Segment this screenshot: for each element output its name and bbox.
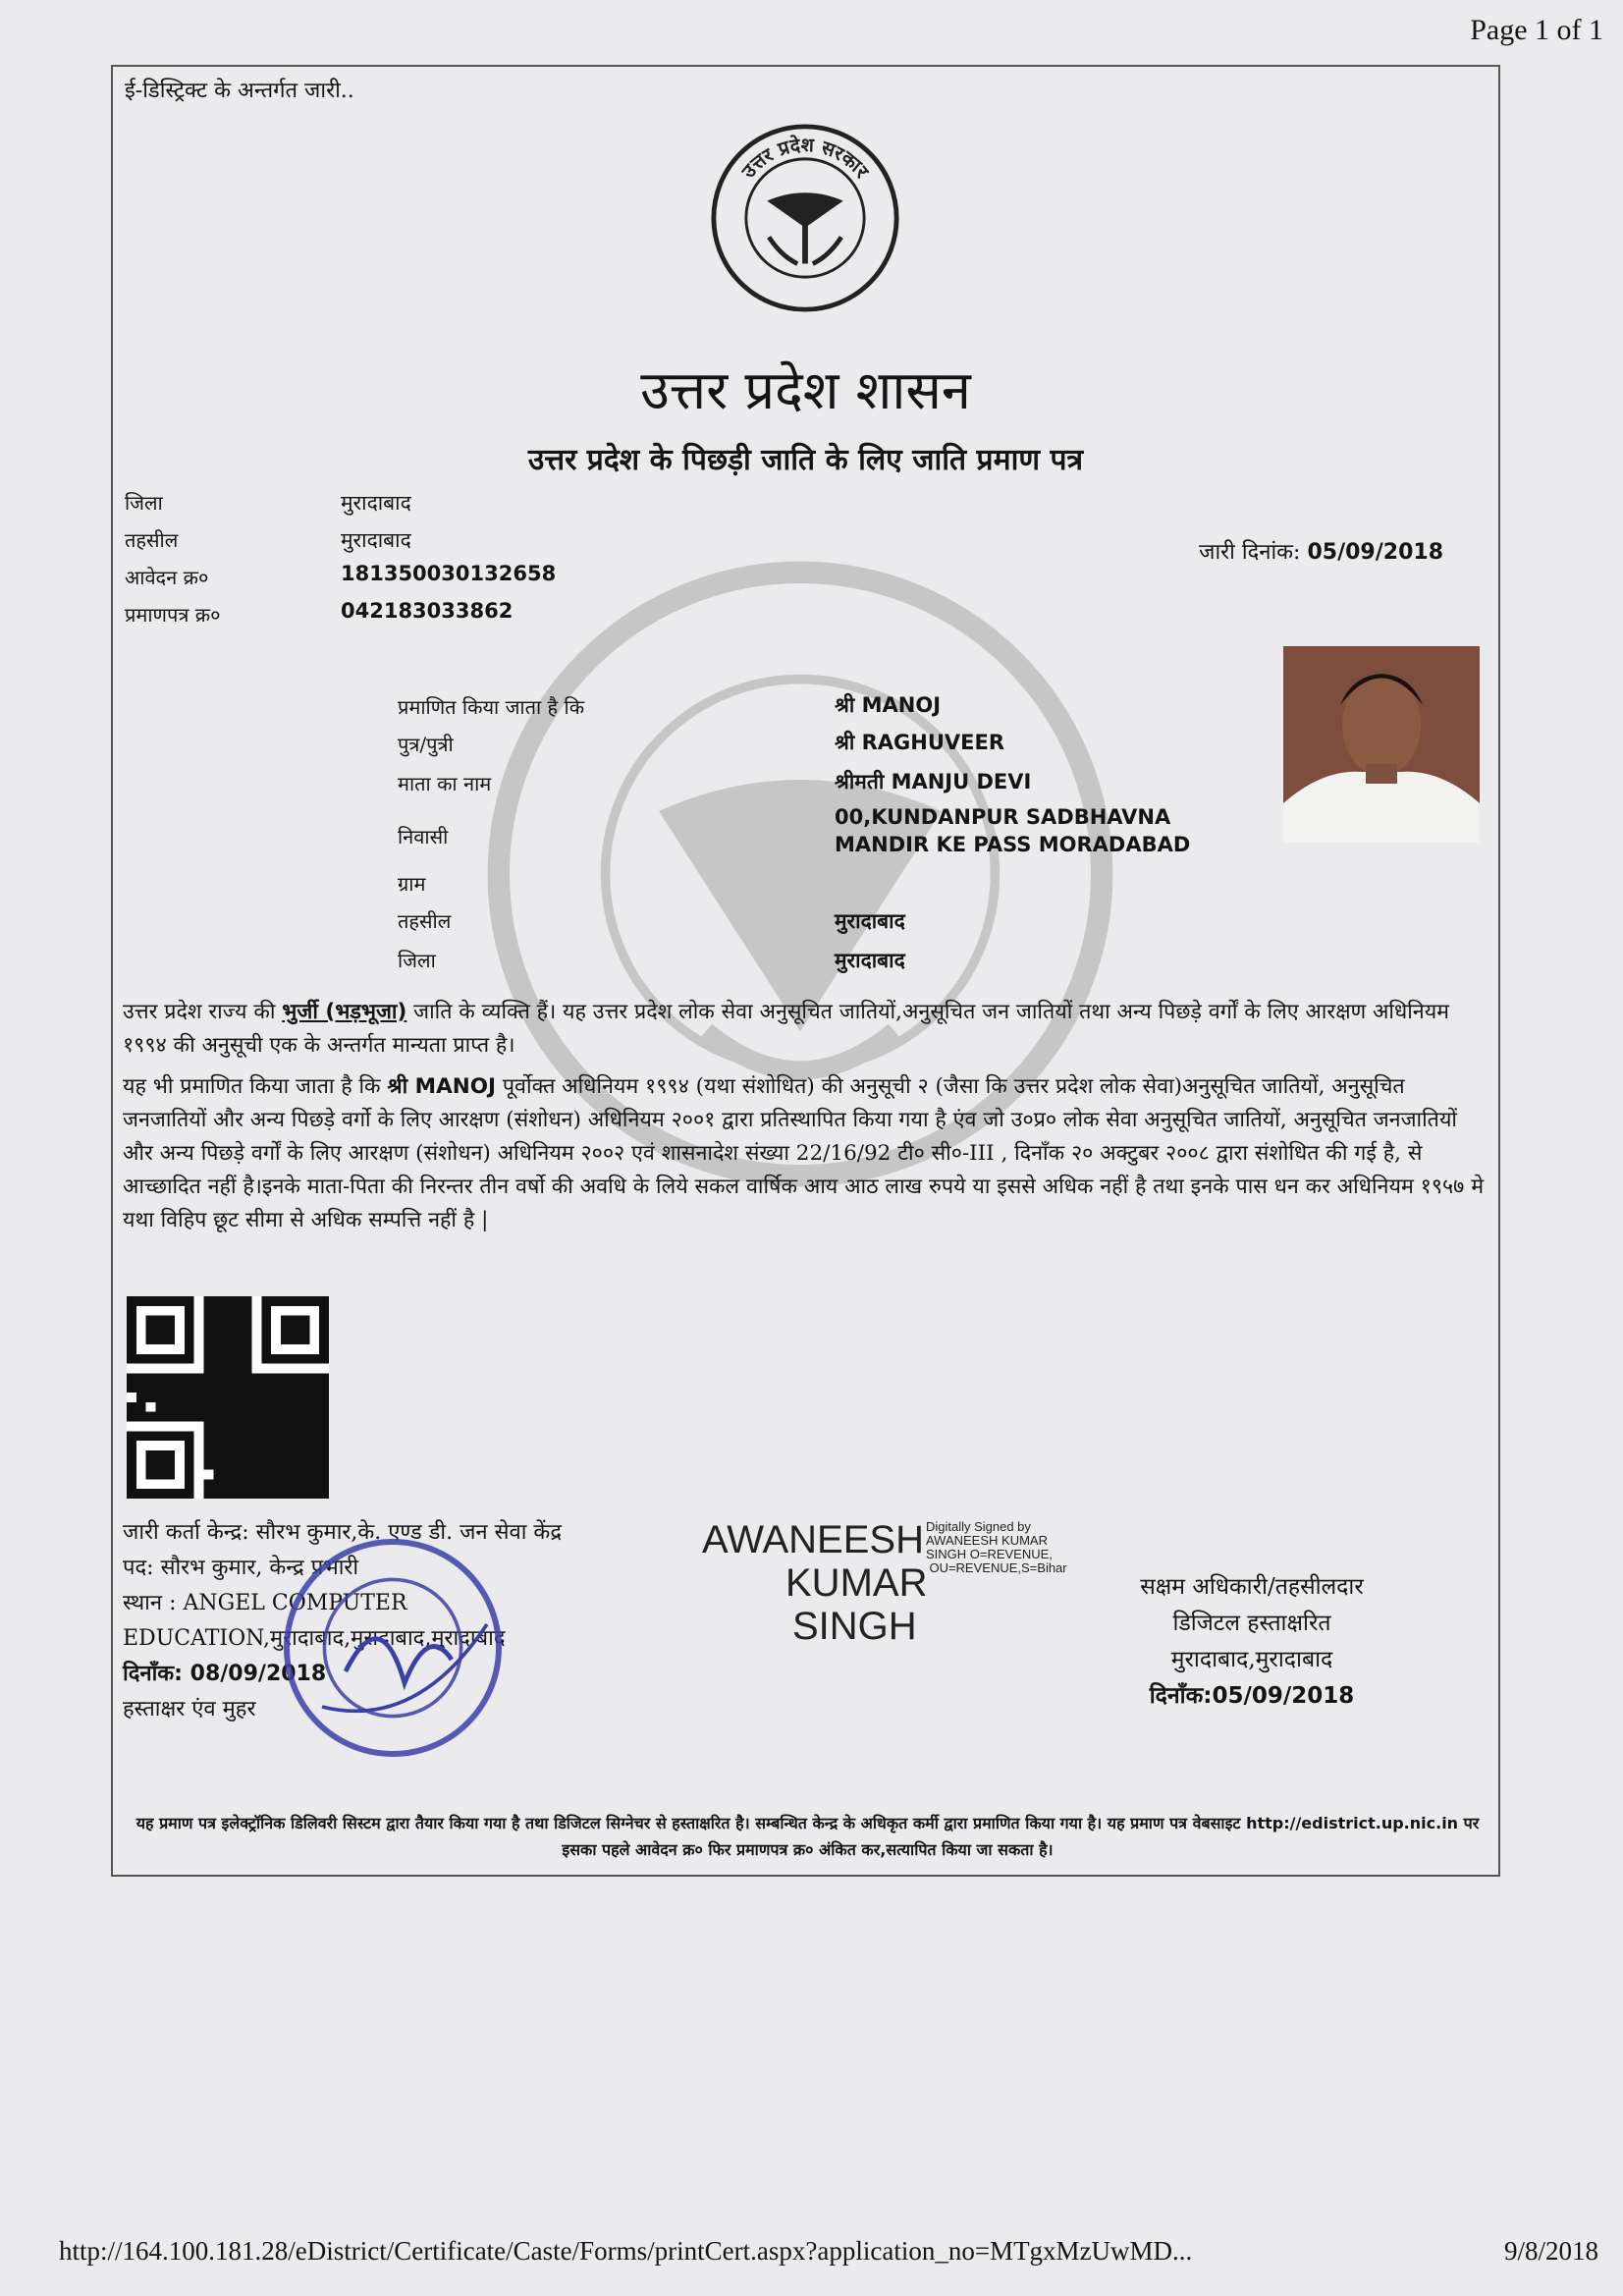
page-counter: Page 1 of 1 [1470,14,1603,46]
person-district-value: मुरादाबाद [835,949,905,972]
certificate-number-label: प्रमाणपत्र क्र० [125,603,221,627]
person-tehsil-value: मुरादाबाद [835,909,905,933]
resident-label: निवासी [398,825,449,848]
issuer-signature-label: हस्ताक्षर एंव मुहर [123,1697,256,1722]
person-district-label: जिला [398,949,436,972]
village-label: ग्राम [398,872,426,896]
officer-location: मुरादाबाद,मुरादाबाद [1170,1647,1333,1672]
officer-designation: सक्षम अधिकारी/तहसीलदार [1140,1574,1364,1600]
certification-paragraph: यह भी प्रमाणित किया जाता है कि श्री MANOJ पूर्वोक्त अधिनियम १९९४ (यथा संशोधित) की अनुसूची २ (जैसा कि उत्तर प्रदेश लोक सेवा)अनुसूचित जातियों, अनुसूचित जनजातियों और अन्य पिछड़े वर्गो के लिए आरक्षण (संशोधन) अधिनियम २००१ द्वारा प्रतिस्थापित किया गया है एंव जो उ०प्र० लोक सेवा अनुसूचित जातियों, अनुसूचित जनजातियों और अन्य पिछड़े वर्गों के लिए आरक्षण (संशोधन) अधिनियम २००२ एवं शासनादेश संख्या 22/16/92 टी० सी०-III , दिनाँक २० अक्टुबर २००८ द्वारा संशोधित की गई है, से आच्छादित नहीं है।इनके माता-पिता की निरन्तर तीन वर्षो की अवधि के लिये सकल वार्षिक आय आठ लाख रुपये या इससे अधिक नहीं है तथा इनके पास धन कर अधिनियम १९५७ मे यथा विहिप छूट सीमा से अधिक सम्पत्ति नहीं है | [123,1074,1485,1232]
certificate-number: 042183033862 [341,599,514,623]
parent-label: पुत्र/पुत्री [398,733,454,756]
mother-label: माता का नाम [398,772,492,795]
officer-signed: डिजिटल हस्ताक्षरित [1172,1611,1331,1636]
issuer-center: जारी कर्ता केन्द्र: सौरभ कुमार,के. एण्ड डी. जन सेवा केंद्र [123,1520,563,1545]
verification-note: यह प्रमाण पत्र इलेक्ट्रॉनिक डिलिवरी सिस्टम द्वारा तैयार किया गया है तथा डिजिटल सिग्नेचर से हस्ताक्षरित है। सम्बन्धित केन्द्र के अधिकृत कर्मी द्वारा प्रमाणित किया गया है। यह प्रमाण पत्र वेबसाइट http://edistrict.up.nic.in पर इसका पहले आवेदन क्र० फिर प्रमाणपत्र क्र० अंकित कर,सत्यापित किया जा सकता है। [135,1814,1480,1859]
district-value: मुरादाबाद [341,491,411,515]
tehsil-value: मुरादाबाद [341,528,411,552]
resident-address-line2: MANDIR KE PASS MORADABAD [835,833,1191,856]
print-date: 9/8/2018 [1503,2236,1598,2266]
issuer-date: दिनाँक: 08/09/2018 [123,1662,327,1686]
certify-label: प्रमाणित किया जाता है कि [398,695,585,719]
caste-paragraph: उत्तर प्रदेश राज्य की भुर्जी (भड़भूजा) जाति के व्यक्ति हैं। यह उत्तर प्रदेश लोक सेवा अनुसूचित जातियों,अनुसूचित जन जातियों तथा अन्य पिछड़े वर्गों के लिए आरक्षण अधिनियम १९९४ की अनुसूची एक के अन्तर्गत मान्यता प्राप्त है। [123,1000,1450,1058]
person-tehsil-label: तहसील [398,909,452,933]
signer-name-line1: AWANEESH [702,1518,924,1561]
issued-under-note: ई-डिस्ट्रिक्ट के अन्तर्गत जारी.. [125,79,354,103]
officer-block [1105,1569,1399,1715]
signer-name-line3: SINGH [792,1605,917,1648]
tehsil-label: तहसील [125,528,179,552]
official-stamp-icon [275,1530,511,1766]
application-number: 181350030132658 [341,562,557,585]
signer-name-line2: KUMAR [785,1561,928,1605]
officer-date: दिनाँक:05/09/2018 [1149,1683,1355,1709]
issuer-place-line1: स्थान : ANGEL COMPUTER [123,1591,407,1615]
applicant-name: श्री MANOJ [835,693,942,717]
print-url: http://164.100.181.28/eDistrict/Certificate/Caste/Forms/printCert.aspx?application_no=MTgxMzUwMD... [59,2236,1193,2266]
qr-code [127,1296,329,1499]
certificate-title: उत्तर प्रदेश शासन [640,359,971,421]
resident-address-line1: 00,KUNDANPUR SADBHAVNA [835,805,1171,829]
certificate-subtitle: उत्तर प्रदेश के पिछड़ी जाति के लिए जाति प्रमाण पत्र [527,443,1084,477]
issue-date: जारी दिनांक: 05/09/2018 [1199,540,1443,565]
certificate-frame [111,65,1500,1877]
issuer-post: पद: सौरभ कुमार, केन्द्र प्रभारी [123,1556,359,1580]
svg-text:उत्तर प्रदेश सरकार: उत्तर प्रदेश सरकार [736,133,874,183]
parent-name: श्री RAGHUVEER [835,731,1005,754]
district-label: जिला [125,491,163,515]
issuer-place-line2: EDUCATION,मुरादाबाद,मुरादाबाद,मुरादाबाद [123,1626,506,1651]
digital-signature: AWANEESH Digitally Signed by AWANEESH KUMAR SINGH O=REVENUE, KUMAR OU=REVENUE,S=Bihar SINGH [702,1518,1067,1648]
mother-name: श्रीमती MANJU DEVI [835,770,1032,793]
applicant-photo [1283,646,1480,843]
application-label: आवेदन क्र० [125,566,209,589]
up-government-emblem-icon [710,123,900,313]
